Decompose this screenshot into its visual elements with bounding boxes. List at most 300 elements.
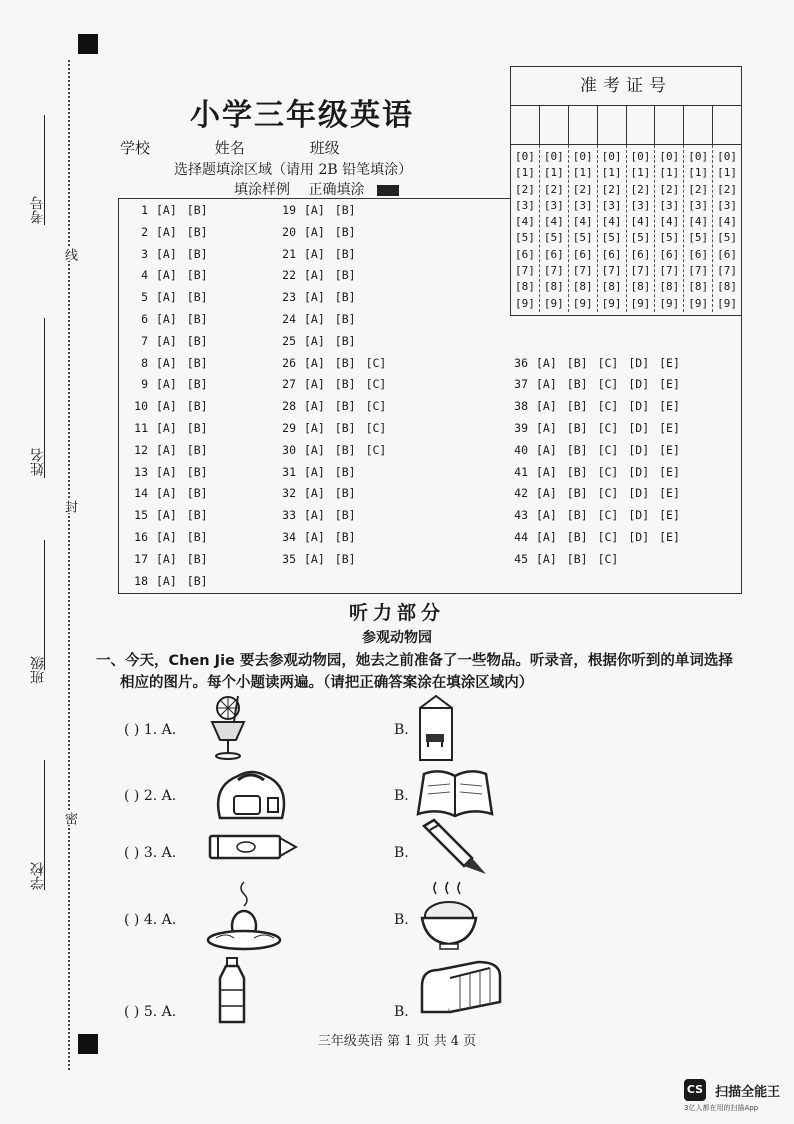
student-info-row — [120, 137, 388, 158]
answer-bubble[interactable]: [C] — [597, 399, 619, 414]
answer-bubble[interactable]: [B] — [186, 224, 208, 239]
admission-digit-bubble[interactable]: [4] — [688, 215, 709, 229]
answer-number: 37 — [514, 377, 528, 392]
answer-bubble[interactable]: [E] — [659, 377, 680, 392]
answer-bubble[interactable]: [B] — [566, 377, 588, 392]
admission-digit-bubble[interactable]: [1] — [601, 166, 622, 180]
answer-row-38 — [506, 399, 690, 413]
admission-digit-column — [511, 145, 540, 312]
admission-digit-bubble[interactable]: [1] — [688, 166, 709, 180]
admission-digit-bubble[interactable]: [2] — [515, 182, 535, 196]
admission-digit-bubble[interactable]: [8] — [688, 280, 709, 294]
answer-bubble[interactable]: [A] — [536, 377, 557, 392]
admission-cell[interactable] — [540, 106, 569, 144]
answer-bubble[interactable]: [A] — [156, 399, 177, 414]
answer-bubble[interactable]: [C] — [365, 421, 387, 435]
answer-row-24 — [274, 312, 366, 326]
answer-bubble[interactable]: [B] — [186, 530, 208, 544]
admission-digit-bubble[interactable]: [8] — [601, 280, 622, 294]
answer-bubble[interactable]: [A] — [156, 508, 177, 523]
answer-number: 24 — [282, 312, 296, 326]
answer-bubble[interactable]: [B] — [566, 551, 588, 566]
admission-digit-bubble[interactable]: [7] — [688, 264, 709, 278]
answer-number: 34 — [282, 530, 296, 544]
answer-bubble[interactable]: [A] — [304, 464, 325, 479]
answer-bubble[interactable]: [D] — [628, 442, 650, 457]
admission-digit-bubble[interactable]: [1] — [515, 166, 535, 180]
class-label: 班级 — [309, 139, 340, 157]
admission-write-cells — [511, 106, 741, 145]
admission-digit-bubble[interactable]: [3] — [572, 198, 593, 212]
answer-bubble[interactable]: [C] — [597, 355, 619, 370]
answer-number: 10 — [134, 399, 148, 414]
answer-bubble[interactable]: [A] — [536, 464, 557, 479]
answer-number: 21 — [282, 246, 296, 261]
admission-digit-bubble[interactable]: [2] — [543, 182, 564, 196]
answer-row-4 — [126, 268, 218, 282]
admission-cell[interactable] — [713, 106, 741, 144]
answer-bubble[interactable]: [B] — [186, 486, 208, 501]
answer-bubble[interactable]: [D] — [628, 377, 650, 392]
answer-bubble[interactable]: [D] — [628, 486, 650, 501]
answer-bubble[interactable]: [C] — [597, 551, 619, 566]
answer-bubble[interactable]: [B] — [186, 551, 208, 566]
answer-bubble[interactable]: [A] — [304, 442, 325, 457]
answer-row-42 — [506, 486, 690, 500]
answer-bubble[interactable]: [B] — [566, 355, 588, 370]
admission-digit-bubble[interactable]: [1] — [572, 166, 593, 180]
scanner-name: 扫描全能王 — [715, 1084, 781, 1100]
answer-bubble[interactable]: [A] — [304, 399, 325, 414]
admission-digit-bubble[interactable]: [9] — [543, 296, 564, 310]
answer-bubble[interactable]: [A] — [156, 203, 177, 217]
answer-number: 12 — [134, 442, 148, 457]
admission-digit-column — [598, 145, 627, 312]
admission-digit-bubble[interactable]: [9] — [601, 296, 622, 310]
answer-bubble[interactable]: [B] — [566, 399, 588, 414]
answer-number: 7 — [141, 333, 148, 348]
admission-digit-bubble[interactable]: [2] — [630, 182, 651, 196]
admission-digit-bubble[interactable]: [6] — [659, 247, 680, 261]
answer-row-44 — [506, 530, 690, 544]
answer-row-8 — [126, 356, 218, 370]
answer-bubble[interactable]: [E] — [659, 464, 680, 479]
answer-bubble[interactable]: [A] — [156, 421, 177, 435]
answer-bubble[interactable]: [A] — [536, 530, 557, 544]
instruction-line-1: 一、今天，Chen Jie 要去参观动物园，她去之前准备了一些物品。听录音，根据你听到的单词选择 — [96, 653, 733, 669]
page-title: 小学三年级英语 — [190, 98, 414, 133]
admission-digit-bubble[interactable]: [1] — [630, 166, 651, 180]
admission-cell[interactable] — [627, 106, 656, 144]
answer-bubble[interactable]: [C] — [597, 464, 619, 479]
admission-digit-column — [713, 145, 741, 312]
admission-digit-bubble[interactable]: [6] — [630, 247, 651, 261]
admission-digit-bubble[interactable]: [1] — [717, 166, 737, 180]
answer-bubble[interactable]: [A] — [536, 508, 557, 523]
answer-bubble[interactable]: [A] — [304, 355, 325, 370]
admission-digit-bubble[interactable]: [8] — [515, 280, 535, 294]
name-write-line — [44, 318, 45, 478]
admission-digit-bubble[interactable]: [4] — [515, 215, 535, 229]
answer-bubble[interactable]: [A] — [536, 355, 557, 370]
instruction-line-2: 相应的图片。每个小题读两遍。（请把正确答案涂在填涂区域内） — [120, 675, 534, 691]
admission-digit-bubble[interactable]: [8] — [717, 280, 737, 294]
answer-bubble[interactable]: [B] — [186, 355, 208, 370]
answer-bubble[interactable]: [B] — [334, 486, 356, 501]
answer-row-23 — [274, 290, 366, 304]
answer-bubble[interactable]: [B] — [334, 312, 356, 326]
answer-bubble[interactable]: [C] — [365, 399, 387, 414]
answer-row-5 — [126, 290, 218, 304]
admission-cell[interactable] — [569, 106, 598, 144]
answer-number: 18 — [134, 573, 148, 588]
admission-cell[interactable] — [655, 106, 684, 144]
answer-bubble[interactable]: [B] — [334, 268, 356, 283]
answer-number: 42 — [514, 486, 528, 501]
admission-digit-bubble[interactable]: [9] — [572, 296, 593, 310]
answer-bubble[interactable]: [B] — [334, 508, 356, 523]
admission-digit-bubble[interactable]: [8] — [572, 280, 593, 294]
answer-bubble[interactable]: [E] — [659, 442, 680, 457]
answer-row-31 — [274, 465, 366, 479]
admission-digit-bubble[interactable]: [3] — [630, 198, 651, 212]
answer-bubble[interactable]: [B] — [186, 203, 208, 217]
answer-bubble[interactable]: [B] — [186, 573, 208, 588]
answer-number: 27 — [282, 377, 296, 392]
answer-bubble[interactable]: [B] — [334, 246, 356, 261]
admission-digit-bubble[interactable]: [4] — [630, 215, 651, 229]
answer-row-19 — [274, 203, 366, 217]
answer-bubble[interactable]: [D] — [628, 355, 650, 370]
admission-digit-bubble[interactable]: [4] — [717, 215, 737, 229]
admission-digit-bubble[interactable]: [5] — [515, 231, 535, 245]
answer-bubble[interactable]: [A] — [156, 333, 177, 348]
answer-bubble[interactable]: [B] — [566, 508, 588, 523]
answer-row-28 — [274, 399, 396, 413]
admission-digit-bubble[interactable]: [3] — [659, 198, 680, 212]
answer-row-18 — [126, 574, 218, 588]
answer-bubble[interactable]: [B] — [334, 203, 356, 217]
admission-digit-bubble[interactable]: [0] — [717, 150, 737, 163]
water-bottle-icon — [216, 956, 248, 1026]
admission-digit-bubble[interactable]: [5] — [543, 231, 564, 245]
answer-bubble[interactable]: [B] — [186, 290, 208, 305]
answer-row-11 — [126, 421, 218, 435]
answer-bubble[interactable]: [C] — [365, 355, 387, 370]
admission-digit-bubble[interactable]: [7] — [543, 264, 564, 278]
answer-bubble[interactable]: [A] — [156, 486, 177, 501]
admission-digit-bubble[interactable]: [8] — [659, 280, 680, 294]
answer-bubble[interactable]: [A] — [156, 268, 177, 283]
admission-digit-bubble[interactable]: [5] — [659, 231, 680, 245]
answer-row-40 — [506, 443, 690, 457]
answer-row-29 — [274, 421, 396, 435]
answer-bubble[interactable]: [A] — [156, 246, 177, 261]
answer-number: 1 — [141, 203, 148, 217]
answer-bubble[interactable]: [B] — [186, 399, 208, 414]
answer-bubble[interactable]: [A] — [156, 312, 177, 326]
answer-bubble[interactable]: [A] — [156, 573, 177, 588]
admission-digit-bubble[interactable]: [0] — [543, 150, 564, 163]
admission-digit-bubble[interactable]: [2] — [659, 182, 680, 196]
admission-number-box — [510, 66, 742, 316]
answer-bubble[interactable]: [B] — [334, 224, 356, 239]
admission-digit-bubble[interactable]: [0] — [515, 150, 535, 163]
admission-digit-bubble[interactable]: [7] — [572, 264, 593, 278]
answer-number: 38 — [514, 399, 528, 414]
admission-digit-bubble[interactable]: [6] — [601, 247, 622, 261]
admission-digit-bubble[interactable]: [9] — [659, 296, 680, 310]
admission-cell[interactable] — [511, 106, 540, 144]
answer-bubble[interactable]: [E] — [659, 508, 680, 523]
answer-bubble[interactable]: [E] — [659, 399, 680, 414]
answer-row-14 — [126, 486, 218, 500]
admission-digit-column — [684, 145, 713, 312]
admission-digit-bubble[interactable]: [0] — [659, 150, 680, 163]
answer-number: 20 — [282, 224, 296, 239]
admission-digit-bubble[interactable]: [0] — [572, 150, 593, 163]
answer-bubble[interactable]: [E] — [659, 421, 680, 435]
answer-row-36 — [506, 356, 690, 370]
answer-bubble[interactable]: [D] — [628, 464, 650, 479]
question-5-b-label: B. — [394, 1004, 409, 1020]
answer-bubble[interactable]: [A] — [536, 399, 557, 414]
answer-bubble[interactable]: [B] — [186, 464, 208, 479]
answer-bubble[interactable]: [E] — [659, 530, 680, 544]
admission-digit-bubble[interactable]: [5] — [688, 231, 709, 245]
admission-digit-bubble[interactable]: [5] — [572, 231, 593, 245]
admission-digit-bubble[interactable]: [4] — [543, 215, 564, 229]
answer-row-33 — [274, 508, 366, 522]
answer-bubble[interactable]: [B] — [186, 268, 208, 283]
answer-bubble[interactable]: [B] — [334, 530, 356, 544]
admission-digit-bubble[interactable]: [8] — [543, 280, 564, 294]
answer-bubble[interactable]: [A] — [304, 486, 325, 501]
answer-number: 30 — [282, 442, 296, 457]
answer-row-2 — [126, 225, 218, 239]
admission-digit-bubble[interactable]: [3] — [515, 198, 535, 212]
answer-bubble[interactable]: [E] — [659, 355, 680, 370]
admission-digit-bubble[interactable]: [8] — [630, 280, 651, 294]
admission-digit-bubble[interactable]: [0] — [601, 150, 622, 163]
answer-bubble[interactable]: [C] — [597, 421, 619, 435]
admission-digit-bubble[interactable]: [0] — [630, 150, 651, 163]
answer-bubble[interactable]: [D] — [628, 508, 650, 523]
answer-bubble[interactable]: [A] — [156, 551, 177, 566]
admission-digit-bubble[interactable]: [9] — [688, 296, 709, 310]
answer-bubble[interactable]: [B] — [334, 290, 356, 305]
answer-bubble[interactable]: [C] — [365, 442, 387, 457]
filled-sample-box — [377, 185, 399, 196]
admission-digit-bubble[interactable]: [6] — [717, 247, 737, 261]
admission-digit-bubble[interactable]: [9] — [630, 296, 651, 310]
admission-digit-bubble[interactable]: [3] — [601, 198, 622, 212]
answer-number: 28 — [282, 399, 296, 414]
answer-row-3 — [126, 247, 218, 261]
admission-digit-bubble[interactable]: [5] — [717, 231, 737, 245]
answer-bubble[interactable]: [B] — [566, 464, 588, 479]
admission-digit-bubble[interactable]: [4] — [572, 215, 593, 229]
answer-number: 26 — [282, 355, 296, 370]
admission-digit-bubble[interactable]: [7] — [630, 264, 651, 278]
answer-bubble[interactable]: [A] — [156, 290, 177, 305]
admission-digit-grid — [511, 145, 741, 312]
admission-digit-bubble[interactable]: [0] — [688, 150, 709, 163]
answer-bubble[interactable]: [A] — [304, 551, 325, 566]
answer-number: 35 — [282, 551, 296, 566]
question-3-b-label: B. — [394, 845, 409, 861]
milk-carton-icon — [416, 694, 456, 764]
admission-digit-bubble[interactable]: [7] — [515, 264, 535, 278]
answer-bubble[interactable]: [B] — [334, 421, 356, 435]
schoolbag-icon — [208, 766, 292, 824]
admission-digit-bubble[interactable]: [5] — [630, 231, 651, 245]
section-subtitle: 参观动物园 — [362, 630, 432, 646]
answer-bubble[interactable]: [A] — [304, 203, 325, 217]
answer-bubble[interactable]: [A] — [536, 486, 557, 501]
answer-bubble[interactable]: [E] — [659, 486, 680, 501]
answer-bubble[interactable]: [A] — [304, 530, 325, 544]
admission-digit-bubble[interactable]: [3] — [688, 198, 709, 212]
answer-bubble[interactable]: [A] — [304, 312, 325, 326]
admission-digit-bubble[interactable]: [3] — [717, 198, 737, 212]
answer-bubble[interactable]: [B] — [334, 355, 356, 370]
answer-bubble[interactable]: [A] — [304, 421, 325, 435]
answer-bubble[interactable]: [C] — [597, 530, 619, 544]
answer-bubble[interactable]: [B] — [334, 551, 356, 566]
answer-bubble[interactable]: [D] — [628, 421, 650, 435]
admission-digit-bubble[interactable]: [1] — [543, 166, 564, 180]
admission-digit-bubble[interactable]: [2] — [717, 182, 737, 196]
page-footer: 三年级英语 第 1 页 共 4 页 — [317, 1034, 477, 1049]
answer-bubble[interactable]: [A] — [536, 442, 557, 457]
answer-bubble[interactable]: [A] — [156, 464, 177, 479]
answer-bubble[interactable]: [B] — [566, 486, 588, 501]
answer-bubble[interactable]: [B] — [334, 399, 356, 414]
answer-bubble[interactable]: [A] — [156, 377, 177, 392]
answer-bubble[interactable]: [D] — [628, 530, 650, 544]
answer-bubble[interactable]: [A] — [156, 224, 177, 239]
name-label: 姓名 — [214, 139, 245, 157]
answer-number: 39 — [514, 421, 528, 435]
answer-bubble[interactable]: [B] — [186, 421, 208, 435]
answer-bubble[interactable]: [B] — [334, 333, 356, 348]
answer-bubble[interactable]: [C] — [597, 377, 619, 392]
side-class-label: 班级 — [30, 656, 46, 684]
answer-number: 22 — [282, 268, 296, 283]
admission-digit-bubble[interactable]: [6] — [543, 247, 564, 261]
admission-digit-bubble[interactable]: [7] — [601, 264, 622, 278]
answer-number: 5 — [141, 290, 148, 305]
answer-bubble[interactable]: [B] — [566, 421, 588, 435]
answer-bubble[interactable]: [A] — [304, 333, 325, 348]
admission-cell[interactable] — [684, 106, 713, 144]
question-5-label: ( ) 5. A. — [124, 1004, 177, 1020]
answer-number: 9 — [141, 377, 148, 392]
admission-digit-bubble[interactable]: [4] — [659, 215, 680, 229]
admission-digit-bubble[interactable]: [2] — [688, 182, 709, 196]
answer-row-41 — [506, 465, 690, 479]
answer-bubble[interactable]: [B] — [566, 530, 588, 544]
answer-bubble[interactable]: [A] — [536, 551, 557, 566]
answer-bubble[interactable]: [D] — [628, 399, 650, 414]
answer-bubble[interactable]: [B] — [186, 312, 208, 326]
admission-digit-bubble[interactable]: [6] — [688, 247, 709, 261]
answer-row-25 — [274, 334, 366, 348]
answer-row-16 — [126, 530, 218, 544]
admission-digit-column — [540, 145, 569, 312]
rice-icon — [418, 880, 480, 952]
answer-bubble[interactable]: [A] — [156, 355, 177, 370]
answer-bubble[interactable]: [C] — [597, 442, 619, 457]
admission-digit-bubble[interactable]: [9] — [717, 296, 737, 310]
scanner-logo-icon: CS — [684, 1079, 706, 1101]
answer-bubble[interactable]: [B] — [566, 442, 588, 457]
fill-example-row — [234, 179, 399, 199]
answer-number: 19 — [282, 203, 296, 217]
answer-row-22 — [274, 268, 366, 282]
admission-digit-bubble[interactable]: [7] — [659, 264, 680, 278]
answer-bubble[interactable]: [B] — [186, 377, 208, 392]
answer-row-32 — [274, 486, 366, 500]
admission-digit-bubble[interactable]: [2] — [601, 182, 622, 196]
answer-bubble[interactable]: [C] — [597, 508, 619, 523]
answer-bubble[interactable]: [A] — [304, 224, 325, 239]
admission-digit-bubble[interactable]: [6] — [515, 247, 535, 261]
seal-mark-seal: 封 — [62, 500, 77, 513]
side-school-label: 学校 — [30, 862, 46, 890]
school-label: 学校 — [120, 139, 151, 157]
answer-bubble[interactable]: [A] — [156, 442, 177, 457]
answer-number: 11 — [134, 421, 148, 435]
answer-bubble[interactable]: [B] — [186, 246, 208, 261]
book-icon — [416, 766, 494, 820]
answer-bubble[interactable]: [A] — [156, 530, 177, 544]
question-2-label: ( ) 2. A. — [124, 788, 177, 804]
answer-row-1 — [126, 203, 218, 217]
answer-bubble[interactable]: [A] — [304, 377, 325, 392]
answer-bubble[interactable]: [B] — [334, 464, 356, 479]
answer-bubble[interactable]: [B] — [334, 442, 356, 457]
admission-digit-bubble[interactable]: [5] — [601, 231, 622, 245]
answer-bubble[interactable]: [B] — [186, 333, 208, 348]
answer-bubble[interactable]: [C] — [365, 377, 387, 392]
answer-bubble[interactable]: [B] — [186, 508, 208, 523]
answer-bubble[interactable]: [B] — [186, 442, 208, 457]
admission-digit-bubble[interactable]: [1] — [659, 166, 680, 180]
answer-bubble[interactable]: [A] — [536, 421, 557, 435]
answer-bubble[interactable]: [A] — [304, 246, 325, 261]
answer-row-10 — [126, 399, 218, 413]
answer-row-7 — [126, 334, 218, 348]
answer-number: 44 — [514, 530, 528, 544]
answer-bubble[interactable]: [C] — [597, 486, 619, 501]
admission-digit-bubble[interactable]: [7] — [717, 264, 737, 278]
scanner-tagline: 3亿人都在用的扫描App — [684, 1104, 759, 1112]
admission-digit-bubble[interactable]: [9] — [515, 296, 535, 310]
admission-digit-bubble[interactable]: [4] — [601, 215, 622, 229]
admission-digit-bubble[interactable]: [3] — [543, 198, 564, 212]
crayon-icon — [206, 832, 300, 862]
admission-cell[interactable] — [598, 106, 627, 144]
answer-bubble[interactable]: [A] — [304, 508, 325, 523]
answer-bubble[interactable]: [A] — [304, 290, 325, 305]
answer-bubble[interactable]: [A] — [304, 268, 325, 283]
admission-digit-bubble[interactable]: [2] — [572, 182, 593, 196]
answer-bubble[interactable]: [B] — [334, 377, 356, 392]
admission-digit-bubble[interactable]: [6] — [572, 247, 593, 261]
answer-row-9 — [126, 377, 218, 391]
